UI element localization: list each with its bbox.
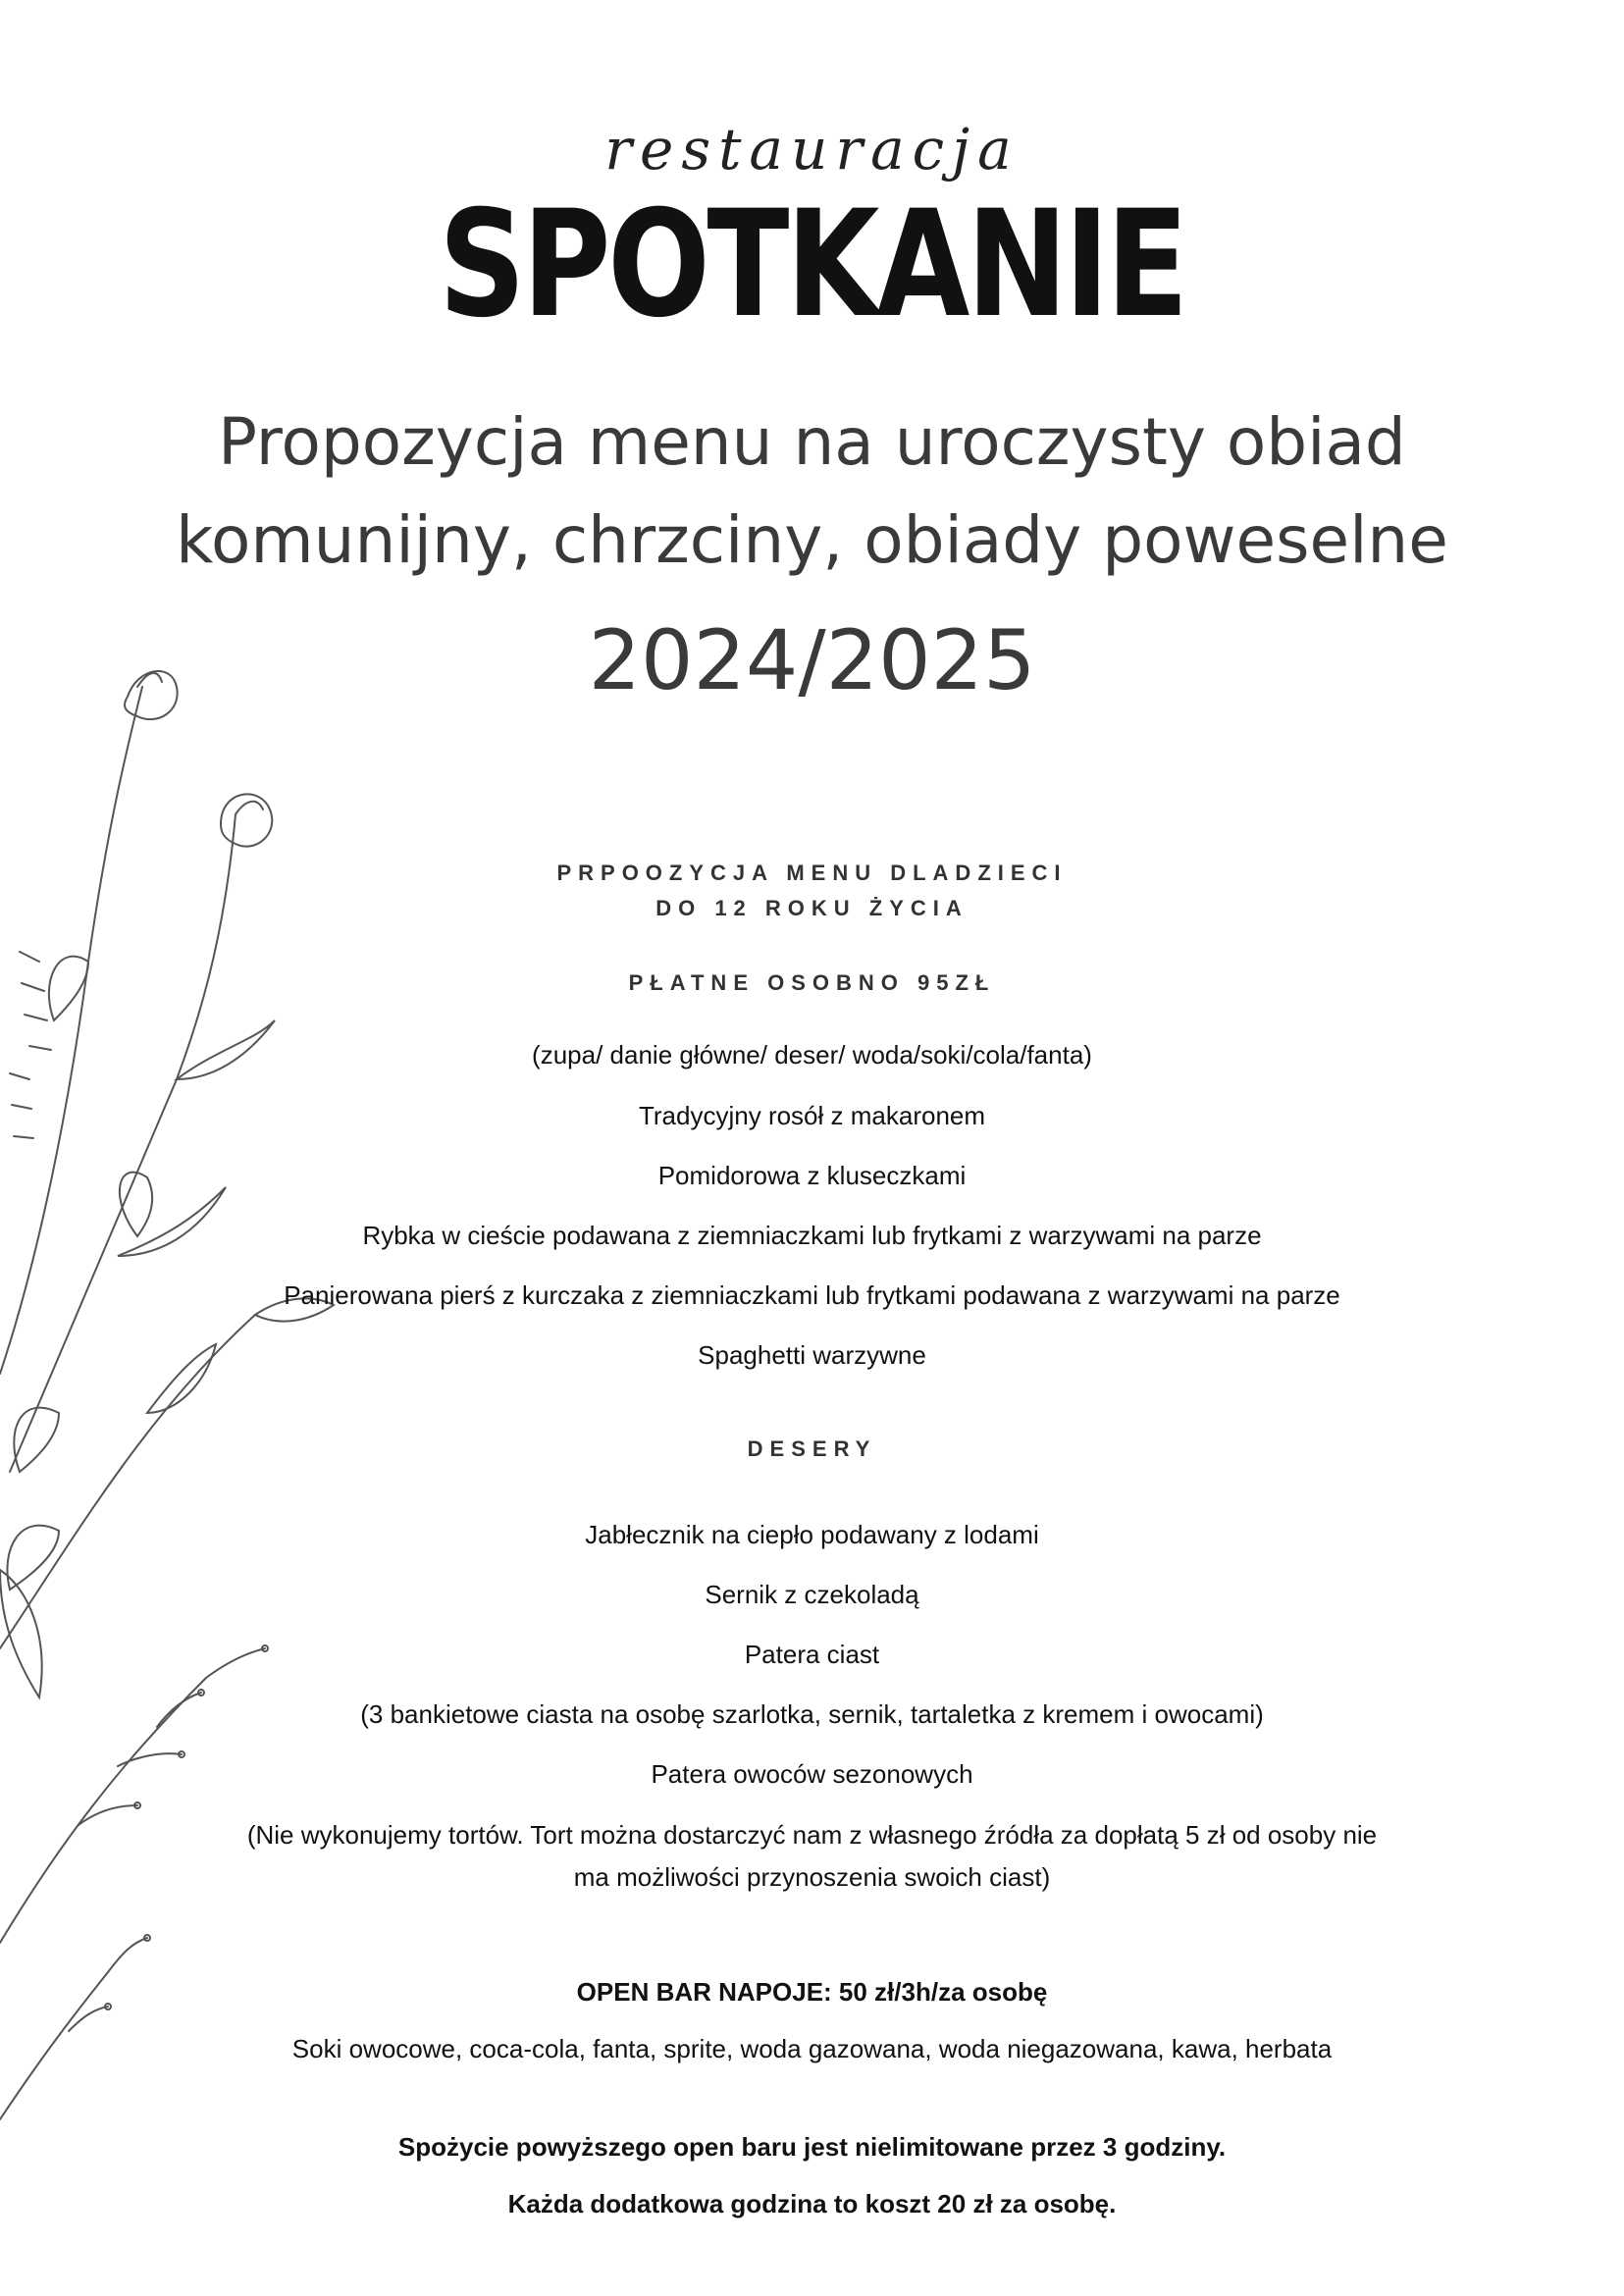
dessert-item: Jabłecznik na ciepło podawany z lodami xyxy=(585,1520,1039,1549)
page-title-line2: komunijny, chrzciny, obiady poweselne xyxy=(176,502,1448,578)
kids-menu-item: Rybka w cieście podawana z ziemniaczkami lub frytkami z warzywami na parze xyxy=(362,1221,1262,1250)
kids-menu-price: PŁATNE OSOBNO 95ZŁ xyxy=(628,970,996,995)
kids-menu-item: Pomidorowa z kluseczkami xyxy=(657,1161,967,1190)
open-bar-note1: Spożycie powyższego open baru jest nielimitowane przez 3 godziny. xyxy=(397,2132,1227,2162)
kids-menu-item: Spaghetti warzywne xyxy=(698,1340,926,1370)
dessert-item: Patera ciast xyxy=(744,1640,880,1669)
desserts-title: DESERY xyxy=(747,1436,877,1461)
page-title-line1: Propozycja menu na uroczysty obiad xyxy=(218,404,1406,480)
kids-menu-item: Panierowana pierś z kurczaka z ziemniaczkami lub frytkami podawana z warzywami na parze xyxy=(284,1280,1340,1310)
open-bar-drinks: Soki owocowe, coca-cola, fanta, sprite, woda gazowana, woda niegazowana, kawa, herbata xyxy=(291,2034,1333,2063)
restaurant-logo: SPOTKANIE xyxy=(439,180,1185,350)
logo-script-text: restauracja xyxy=(604,116,1020,183)
desserts-note-line2: ma możliwości przynoszenia swoich ciast) xyxy=(573,1862,1051,1892)
kids-menu-item: Tradycyjny rosół z makaronem xyxy=(638,1101,986,1130)
desserts-note-line1: (Nie wykonujemy tortów. Tort można dostarczyć nam z własnego źródła za dopłatą 5 zł od osoby nie xyxy=(246,1820,1378,1850)
kids-menu-includes: (zupa/ danie główne/ deser/ woda/soki/cola/fanta) xyxy=(532,1040,1092,1070)
kids-menu-title-line2: DO 12 ROKU ŻYCIA xyxy=(655,896,969,920)
page-year: 2024/2025 xyxy=(588,612,1036,708)
kids-menu-title-line1: PRPOOZYCJA MENU DLADZIECI xyxy=(556,861,1068,885)
dessert-item: Patera owoców sezonowych xyxy=(651,1759,973,1789)
dessert-item: (3 bankietowe ciasta na osobę szarlotka, sernik, tartaletka z kremem i owocami) xyxy=(360,1699,1264,1729)
open-bar-title: OPEN BAR NAPOJE: 50 zł/3h/za osobę xyxy=(576,1977,1048,2007)
dessert-item: Sernik z czekoladą xyxy=(705,1580,919,1609)
open-bar-note2: Każda dodatkowa godzina to koszt 20 zł za osobę. xyxy=(507,2189,1117,2218)
